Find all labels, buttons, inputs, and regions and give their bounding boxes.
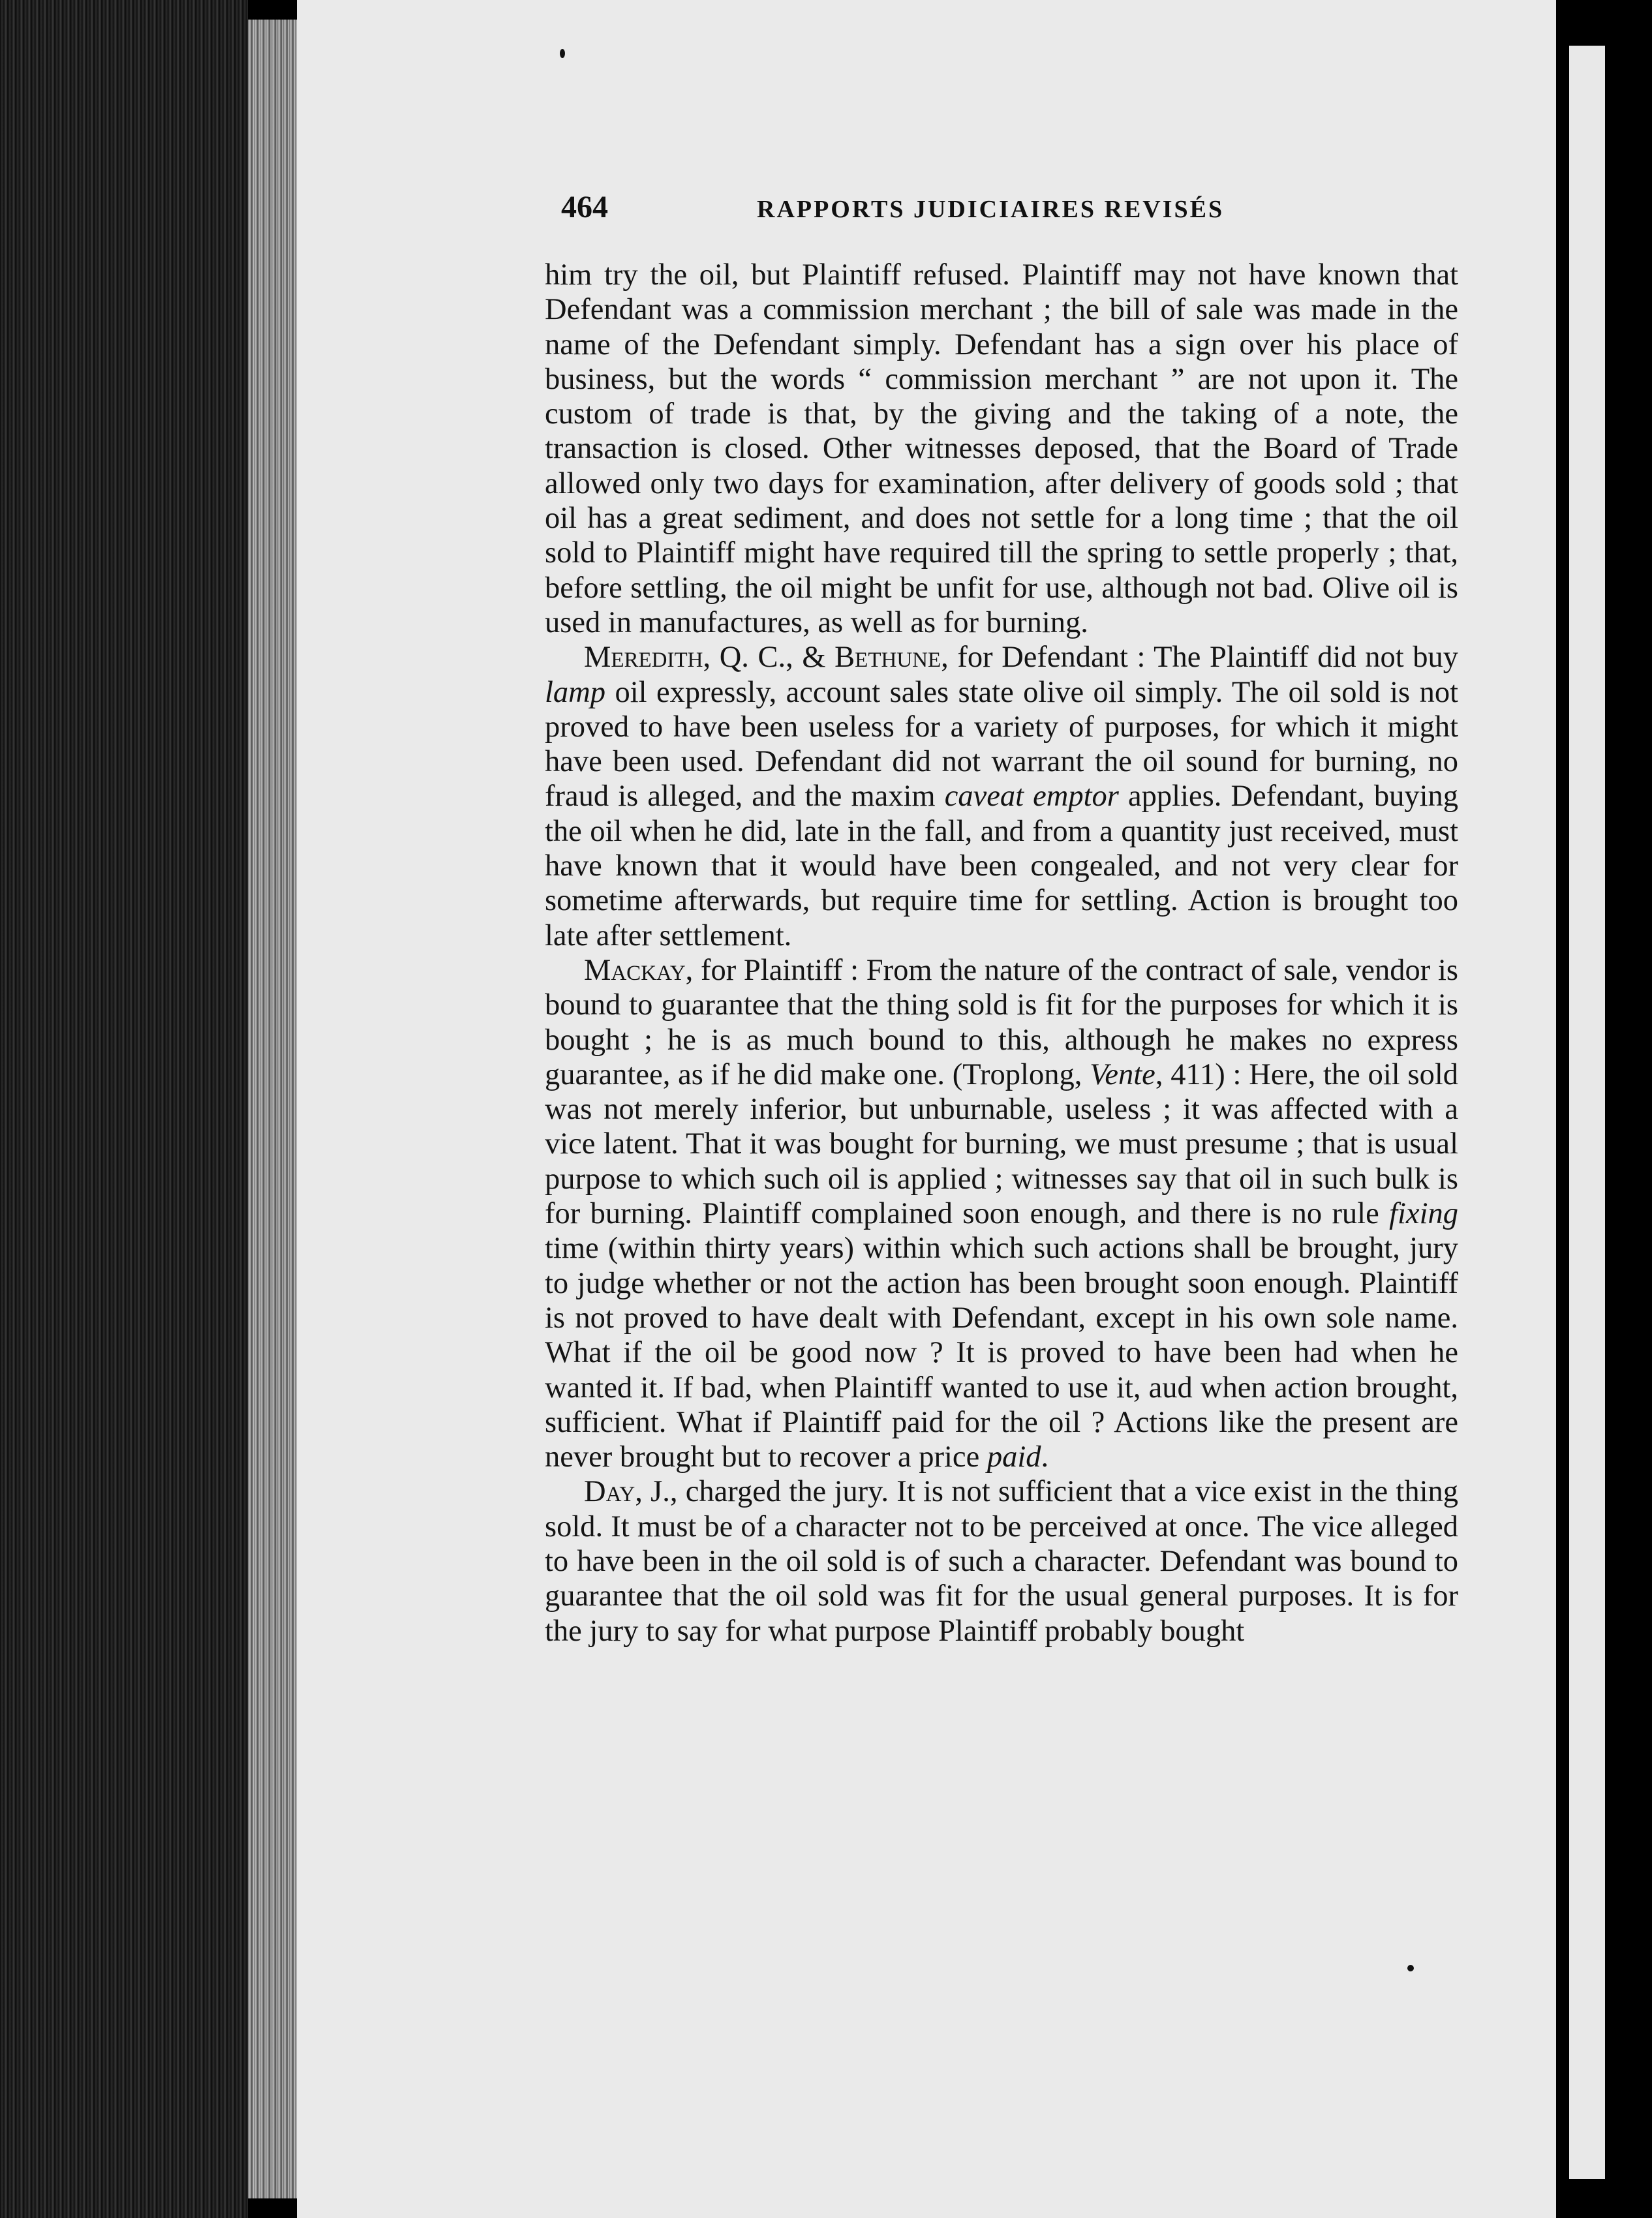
book-spine-shadow xyxy=(0,0,248,2218)
italic-term: lamp xyxy=(545,675,605,709)
ink-speck xyxy=(1407,1965,1414,1971)
counsel-name: Mackay xyxy=(584,953,686,987)
facing-page-edge xyxy=(1569,46,1605,2179)
italic-term: Vente xyxy=(1090,1057,1155,1091)
ink-speck xyxy=(560,49,565,58)
paragraph-defendant-argument: Meredith, Q. C., & Bethune, for Defendant : The Plaintiff did not buy lamp oil expressly, account sales state olive oil simply. The oil sold is not proved to have been useless for a variety of purposes, for which it might have been used. Defendant did not warrant the oil sound for burning, no fraud is alleged, and the maxim caveat emptor applies. Defendant, buying the oil when he did, late in the fall, and from a quantity just received, must have known that it would have been congealed, and not very clear for sometime afterwards, but require time for settling. Action is brought too late after settlement. xyxy=(545,641,1459,952)
paragraph-jury-charge: Day, J., charged the jury. It is not sufficient that a vice exist in the thing sold. It must be of a character not to be perceived at once. The vice alleged to have been in the oil sold is of such a character. Defendant was bound to guarantee that the oil sold was fit for the usual general purposes. It is for the jury to say for what purpose Plaintiff probably bought xyxy=(545,1475,1458,1648)
page-header xyxy=(561,189,1448,225)
page-number: 464 xyxy=(561,190,608,224)
italic-term: caveat emptor xyxy=(944,780,1119,813)
counsel-name: Bethune xyxy=(834,641,941,675)
judge-name: Day xyxy=(584,1475,635,1509)
paragraph-plaintiff-argument: Mackay, for Plaintiff : From the nature of the contract of sale, vendor is bound to guarantee that the thing sold is fit for the purposes for which it is bought ; he is as much bound to this, although he makes no express guarantee, as if he did make one. (Troplong, Vente, 411) : Here, the oil sold was not merely inferior, but unburnable, useless ; it was affected with a vice latent. That it was bought for burning, we must presume ; that is usual purpose to which such oil is applied ; witnesses say that oil in such bulk is for burning. Plaintiff complained soon enough, and there is no rule fixing time (within thirty years) within which such actions shall be brought, jury to judge whether or not the action has been brought soon enough. Plaintiff is not proved to have dealt with Defendant, except in his own sole name. What if the oil be good now ? It is proved to have been had when he wanted it. If bad, when Plaintiff wanted to use it, aud when action brought, sufficient. What if Plaintiff paid for the oil ? Actions like the present are never brought but to recover a price paid. xyxy=(545,953,1458,1474)
paragraph-testimony: him try the oil, but Plaintiff refused. Plaintiff may not have known that Defendant was a commission merchant ; the bill of sale was made in the name of the Defendant simply. Defendant has a sign over his place of business, but the words “ commission merchant ” are not upon it. The custom of trade is that, by the giving and the taking of a note, the transaction is closed. Other witnesses deposed, that the Board of Trade allowed only two days for examination, after delivery of goods sold ; that oil has a great sediment, and does not settle for a long time ; that the oil sold to Plaintiff might have required till the spring to settle properly ; that, before settling, the oil might be unfit for use, although not bad. Olive oil is used in manufactures, as well as for burning. xyxy=(545,258,1458,639)
italic-term: fixing xyxy=(1389,1197,1458,1231)
page-edges xyxy=(248,20,300,2198)
italic-term: paid xyxy=(987,1440,1041,1474)
running-title: RAPPORTS JUDICIAIRES REVISÉS xyxy=(757,196,1225,223)
counsel-name: Meredith xyxy=(584,641,703,675)
body-text xyxy=(545,258,1458,1648)
